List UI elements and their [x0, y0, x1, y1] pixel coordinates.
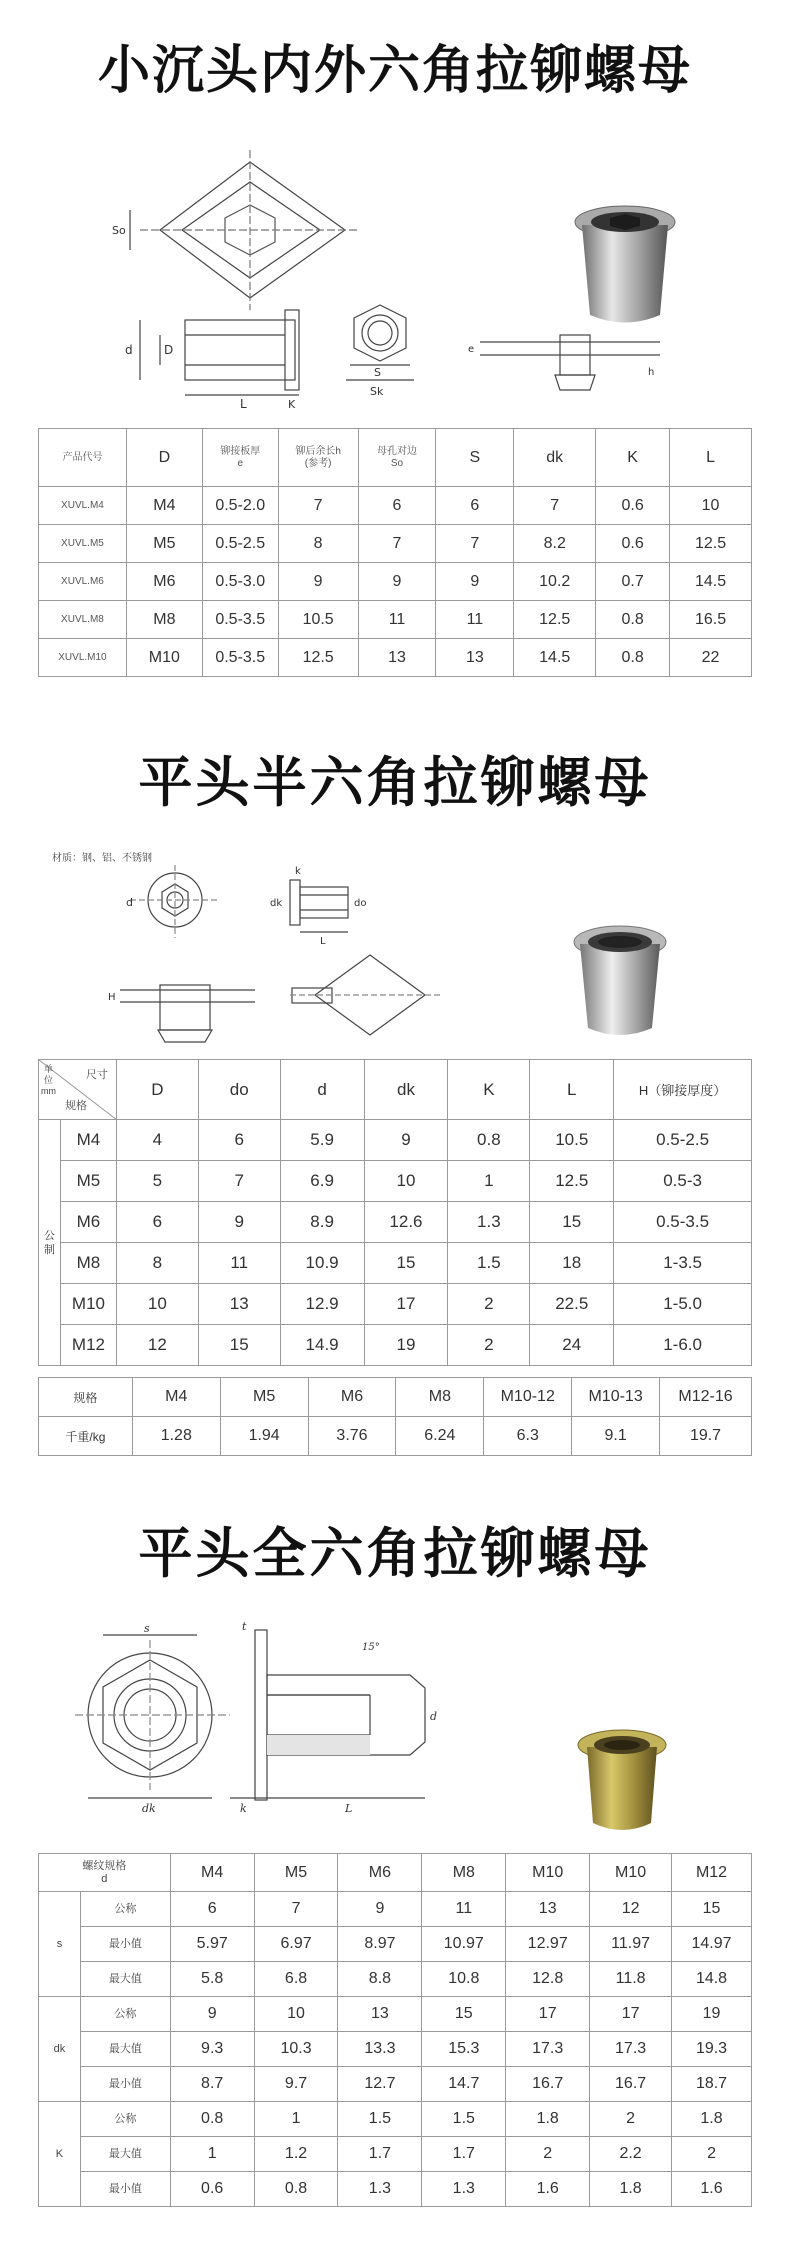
table-cell: 13 [338, 1997, 422, 2032]
svg-text:t: t [242, 1620, 247, 1633]
svg-text:d: d [430, 1710, 438, 1723]
table-row [39, 2137, 752, 2172]
table-cell: 17 [590, 1997, 672, 2032]
weight-value-cell: 19.7 [660, 1417, 752, 1456]
table-cell: 1.8 [590, 2172, 672, 2207]
table-cell: 14.9 [280, 1325, 364, 1366]
table-cell: 9 [198, 1202, 280, 1243]
weight-spec-cell: M8 [396, 1378, 484, 1417]
table-cell: 15.3 [422, 2032, 506, 2067]
table-cell: 1.6 [506, 2172, 590, 2207]
table-cell: 15 [422, 1997, 506, 2032]
table-cell: 22.5 [530, 1284, 614, 1325]
svg-text:h: h [648, 367, 655, 378]
table-cell: 17 [506, 1997, 590, 2032]
table-row [39, 1161, 752, 1202]
corner-top-label: 尺寸 [85, 1069, 108, 1081]
table-cell: 6.97 [254, 1927, 338, 1962]
table-cell: 1.8 [506, 2102, 590, 2137]
weight-value-cell: 1.28 [132, 1417, 220, 1456]
table-row [39, 563, 752, 601]
weight-value-cell: 9.1 [572, 1417, 660, 1456]
section-1-spec-table [38, 428, 752, 677]
table-cell: 13 [436, 639, 514, 677]
svg-text:d: d [126, 896, 133, 909]
header-cell: dk [364, 1060, 448, 1120]
weight-table [38, 1377, 752, 1456]
table-cell: 7 [514, 487, 596, 525]
table-cell: 7 [278, 487, 358, 525]
table-cell: 5 [116, 1161, 198, 1202]
table-cell: 6.9 [280, 1161, 364, 1202]
table-cell: 11.8 [590, 1962, 672, 1997]
table-cell: 1 [170, 2137, 254, 2172]
spec-cell: M12 [60, 1325, 116, 1366]
header-cell: M6 [338, 1854, 422, 1892]
table-cell: 6 [358, 487, 436, 525]
header-cell: M12 [672, 1854, 752, 1892]
weight-spec-cell: M6 [308, 1378, 396, 1417]
header-cell: 母孔对边 So [358, 429, 436, 487]
table-cell: 0.5-3.5 [202, 639, 278, 677]
row-label: 公称 [80, 1892, 170, 1927]
row-label: 最大值 [80, 1962, 170, 1997]
table-cell: 22 [670, 639, 752, 677]
svg-text:k: k [295, 866, 301, 877]
row-label: 最小值 [80, 2172, 170, 2207]
so-label: So [112, 224, 126, 237]
table-cell: 2 [506, 2137, 590, 2172]
table-cell: 8 [116, 1243, 198, 1284]
table-cell: 10 [116, 1284, 198, 1325]
table-row [39, 1962, 752, 1997]
section-3-title: 平头全六角拉铆螺母 [138, 1522, 652, 1585]
svg-text:K: K [288, 398, 296, 410]
table-cell: 6 [436, 487, 514, 525]
table-row [39, 1325, 752, 1366]
table-row [39, 1892, 752, 1927]
table-cell: 2 [448, 1325, 530, 1366]
table-cell: 0.5-2.0 [202, 487, 278, 525]
corner-left-label: 单 位 mm [41, 1064, 56, 1096]
table-cell: 0.5-2.5 [202, 525, 278, 563]
svg-text:do: do [354, 898, 367, 909]
weight-value-cell: 3.76 [308, 1417, 396, 1456]
svg-text:Sk: Sk [370, 385, 384, 398]
table-cell: 10 [364, 1161, 448, 1202]
table-cell: 9 [358, 563, 436, 601]
table-cell: 9 [170, 1997, 254, 2032]
weight-value-cell: 1.94 [220, 1417, 308, 1456]
table-cell: 10.97 [422, 1927, 506, 1962]
table-row [39, 1120, 752, 1161]
table-cell: 19 [672, 1997, 752, 2032]
section-1-title: 小沉头内外六角拉铆螺母 [97, 41, 692, 101]
row-label: 最大值 [80, 2137, 170, 2172]
table-cell: 16.5 [670, 601, 752, 639]
svg-text:k: k [240, 1802, 247, 1815]
svg-text:L: L [320, 936, 326, 947]
table-cell: 10 [254, 1997, 338, 2032]
table-cell: 6.8 [254, 1962, 338, 1997]
table-cell: 0.8 [170, 2102, 254, 2137]
table-cell: 0.8 [596, 639, 670, 677]
group-label: 公 制 [39, 1120, 61, 1366]
table-cell: 2 [590, 2102, 672, 2137]
table-cell: 1.5 [422, 2102, 506, 2137]
table-cell: 10.5 [278, 601, 358, 639]
table-cell: 12 [116, 1325, 198, 1366]
table-row [39, 1997, 752, 2032]
product-code-cell: XUVL.M4 [39, 487, 127, 525]
table-cell: 0.5-2.5 [614, 1120, 752, 1161]
table-cell: 16.7 [506, 2067, 590, 2102]
table-cell: 10.8 [422, 1962, 506, 1997]
table-cell: 7 [436, 525, 514, 563]
table-cell: 6 [198, 1120, 280, 1161]
table-row [39, 2032, 752, 2067]
header-cell: 铆后余长h (参考) [278, 429, 358, 487]
header-cell: M10 [506, 1854, 590, 1892]
table-cell: M8 [126, 601, 202, 639]
table-cell: 8.97 [338, 1927, 422, 1962]
table-cell: M5 [126, 525, 202, 563]
weight-value-cell: 6.3 [484, 1417, 572, 1456]
table-cell: 10.2 [514, 563, 596, 601]
table-cell: 0.6 [170, 2172, 254, 2207]
header-cell: L [530, 1060, 614, 1120]
table-cell: 7 [254, 1892, 338, 1927]
table-cell: 13 [506, 1892, 590, 1927]
header-cell: 产品代号 [39, 429, 127, 487]
table-cell: 0.8 [254, 2172, 338, 2207]
header-cell: M8 [422, 1854, 506, 1892]
table-cell: 10 [670, 487, 752, 525]
table-cell: 1.8 [672, 2102, 752, 2137]
weight-spec-cell: M10-12 [484, 1378, 572, 1417]
weight-value-cell: 6.24 [396, 1417, 484, 1456]
table-cell: 12.97 [506, 1927, 590, 1962]
table-cell: 5.9 [280, 1120, 364, 1161]
table-cell: 14.5 [514, 639, 596, 677]
table-cell: 2 [448, 1284, 530, 1325]
svg-text:s: s [144, 1622, 150, 1635]
table-cell: 19 [364, 1325, 448, 1366]
svg-text:dk: dk [142, 1802, 156, 1815]
table-cell: 0.6 [596, 487, 670, 525]
table-cell: 5.8 [170, 1962, 254, 1997]
row-label: 最小值 [80, 2067, 170, 2102]
weight-spec-cell: M12-16 [660, 1378, 752, 1417]
spec-cell: M8 [60, 1243, 116, 1284]
header-cell: M10 [590, 1854, 672, 1892]
group-label: s [39, 1892, 81, 1997]
table-cell: 6 [116, 1202, 198, 1243]
table-cell: 19.3 [672, 2032, 752, 2067]
corner-header: 螺纹规格 d [39, 1854, 171, 1892]
table-cell: 12.5 [278, 639, 358, 677]
table-cell: 12.5 [514, 601, 596, 639]
svg-text:e: e [468, 344, 475, 355]
spec-cell: M6 [60, 1202, 116, 1243]
table-cell: 15 [672, 1892, 752, 1927]
table-cell: 0.5-3.5 [202, 601, 278, 639]
table-row [39, 639, 752, 677]
table-cell: M4 [126, 487, 202, 525]
svg-text:D: D [164, 343, 174, 357]
table-cell: 9 [278, 563, 358, 601]
spec-cell: M4 [60, 1120, 116, 1161]
table-cell: 16.7 [590, 2067, 672, 2102]
section-2-spec-table [38, 1059, 752, 1366]
weight-spec-cell: M4 [132, 1378, 220, 1417]
table-row [39, 1243, 752, 1284]
table-cell: 2.2 [590, 2137, 672, 2172]
row-label: 最小值 [80, 1927, 170, 1962]
table-cell: 15 [364, 1243, 448, 1284]
table-cell: 12.5 [670, 525, 752, 563]
row-label: 最大值 [80, 2032, 170, 2067]
table-row [39, 1927, 752, 1962]
product-photo-flat-head-half-hex-nut [570, 920, 670, 1040]
table-cell: 1.3 [422, 2172, 506, 2207]
table-cell: 9 [338, 1892, 422, 1927]
svg-text:d: d [125, 343, 133, 357]
table-cell: 6 [170, 1892, 254, 1927]
table-cell: 17.3 [506, 2032, 590, 2067]
header-cell: L [670, 429, 752, 487]
table-cell: 11 [422, 1892, 506, 1927]
svg-text:L: L [345, 1802, 353, 1815]
material-note: 材质：钢、铝、不锈钢 [52, 853, 152, 864]
table-row [39, 2172, 752, 2207]
header-cell: D [116, 1060, 198, 1120]
table-cell: 14.5 [670, 563, 752, 601]
table-cell: 9.7 [254, 2067, 338, 2102]
weight-spec-cell: M10-13 [572, 1378, 660, 1417]
section-2-title: 平头半六角拉铆螺母 [138, 751, 652, 814]
weight-spec-cell: M5 [220, 1378, 308, 1417]
table-cell: 17 [364, 1284, 448, 1325]
table-cell: 1-5.0 [614, 1284, 752, 1325]
table-cell: 12 [590, 1892, 672, 1927]
table-cell: 15 [198, 1325, 280, 1366]
table-row [39, 2067, 752, 2102]
table-cell: 14.8 [672, 1962, 752, 1997]
table-cell: 11 [436, 601, 514, 639]
svg-text:H: H [108, 992, 116, 1003]
header-cell: D [126, 429, 202, 487]
table-cell: 1 [254, 2102, 338, 2137]
table-cell: 9 [436, 563, 514, 601]
table-cell: 0.8 [596, 601, 670, 639]
table-cell: 10.5 [530, 1120, 614, 1161]
svg-text:15°: 15° [362, 1642, 380, 1653]
table-cell: 12.7 [338, 2067, 422, 2102]
product-code-cell: XUVL.M8 [39, 601, 127, 639]
section-2-technical-drawing [40, 860, 500, 1045]
table-cell: 2 [672, 2137, 752, 2172]
corner-bottom-label: 规格 [65, 1100, 87, 1112]
table-cell: 8.2 [514, 525, 596, 563]
product-code-cell: XUVL.M6 [39, 563, 127, 601]
table-cell: 1.6 [672, 2172, 752, 2207]
table-cell: 1.5 [338, 2102, 422, 2137]
table-row [39, 487, 752, 525]
header-cell: 铆接板厚 e [202, 429, 278, 487]
header-cell: H（铆接厚度） [614, 1060, 752, 1120]
svg-text:L: L [240, 397, 247, 410]
table-cell: 15 [530, 1202, 614, 1243]
product-code-cell: XUVL.M5 [39, 525, 127, 563]
table-cell: 5.97 [170, 1927, 254, 1962]
section-3-technical-drawing [70, 1620, 470, 1815]
table-cell: 18 [530, 1243, 614, 1284]
table-cell: 1 [448, 1161, 530, 1202]
table-cell: 18.7 [672, 2067, 752, 2102]
table-cell: 8.7 [170, 2067, 254, 2102]
svg-text:S: S [374, 366, 381, 379]
table-cell: 0.6 [596, 525, 670, 563]
table-cell: 1.7 [338, 2137, 422, 2172]
table-cell: 13.3 [338, 2032, 422, 2067]
group-label: K [39, 2102, 81, 2207]
table-cell: 17.3 [590, 2032, 672, 2067]
product-photo-small-countersunk-hex-nut [570, 200, 680, 330]
table-cell: 12.5 [530, 1161, 614, 1202]
table-cell: 1-6.0 [614, 1325, 752, 1366]
table-cell: 14.7 [422, 2067, 506, 2102]
table-cell: 10.3 [254, 2032, 338, 2067]
weight-header-label: 规格 [39, 1378, 133, 1417]
table-cell: 13 [358, 639, 436, 677]
table-cell: 12.8 [506, 1962, 590, 1997]
table-cell: 0.5-3.5 [614, 1202, 752, 1243]
table-cell: 7 [198, 1161, 280, 1202]
header-cell: K [596, 429, 670, 487]
corner-header [39, 1060, 117, 1120]
spec-cell: M10 [60, 1284, 116, 1325]
table-cell: 9 [364, 1120, 448, 1161]
table-cell: 0.5-3.0 [202, 563, 278, 601]
header-cell: M4 [170, 1854, 254, 1892]
table-cell: 11.97 [590, 1927, 672, 1962]
weight-row-label: 千重/kg [39, 1417, 133, 1456]
section-3-spec-table [38, 1853, 752, 2207]
table-cell: M6 [126, 563, 202, 601]
table-cell: 0.7 [596, 563, 670, 601]
table-cell: 24 [530, 1325, 614, 1366]
table-cell: 4 [116, 1120, 198, 1161]
spec-cell: M5 [60, 1161, 116, 1202]
table-cell: 8.8 [338, 1962, 422, 1997]
table-cell: 14.97 [672, 1927, 752, 1962]
table-cell: 11 [198, 1243, 280, 1284]
table-cell: 1.3 [338, 2172, 422, 2207]
table-cell: M10 [126, 639, 202, 677]
product-code-cell: XUVL.M10 [39, 639, 127, 677]
group-label: dk [39, 1997, 81, 2102]
table-row [39, 1202, 752, 1243]
table-cell: 1.3 [448, 1202, 530, 1243]
table-row [39, 601, 752, 639]
table-cell: 9.3 [170, 2032, 254, 2067]
table-cell: 8 [278, 525, 358, 563]
header-cell: d [280, 1060, 364, 1120]
header-cell: dk [514, 429, 596, 487]
header-cell: M5 [254, 1854, 338, 1892]
table-cell: 12.6 [364, 1202, 448, 1243]
product-photo-flat-head-full-hex-nut [575, 1725, 670, 1835]
table-row [39, 1284, 752, 1325]
header-cell: do [198, 1060, 280, 1120]
table-cell: 13 [198, 1284, 280, 1325]
table-cell: 0.5-3 [614, 1161, 752, 1202]
table-cell: 8.9 [280, 1202, 364, 1243]
table-cell: 1.5 [448, 1243, 530, 1284]
header-cell: S [436, 429, 514, 487]
header-cell: K [448, 1060, 530, 1120]
table-cell: 11 [358, 601, 436, 639]
table-cell: 1.7 [422, 2137, 506, 2172]
table-cell: 12.9 [280, 1284, 364, 1325]
table-cell: 1.2 [254, 2137, 338, 2172]
table-row [39, 2102, 752, 2137]
table-cell: 10.9 [280, 1243, 364, 1284]
table-cell: 0.8 [448, 1120, 530, 1161]
svg-text:dk: dk [270, 898, 283, 909]
row-label: 公称 [80, 2102, 170, 2137]
row-label: 公称 [80, 1997, 170, 2032]
table-row [39, 525, 752, 563]
table-cell: 7 [358, 525, 436, 563]
table-cell: 1-3.5 [614, 1243, 752, 1284]
